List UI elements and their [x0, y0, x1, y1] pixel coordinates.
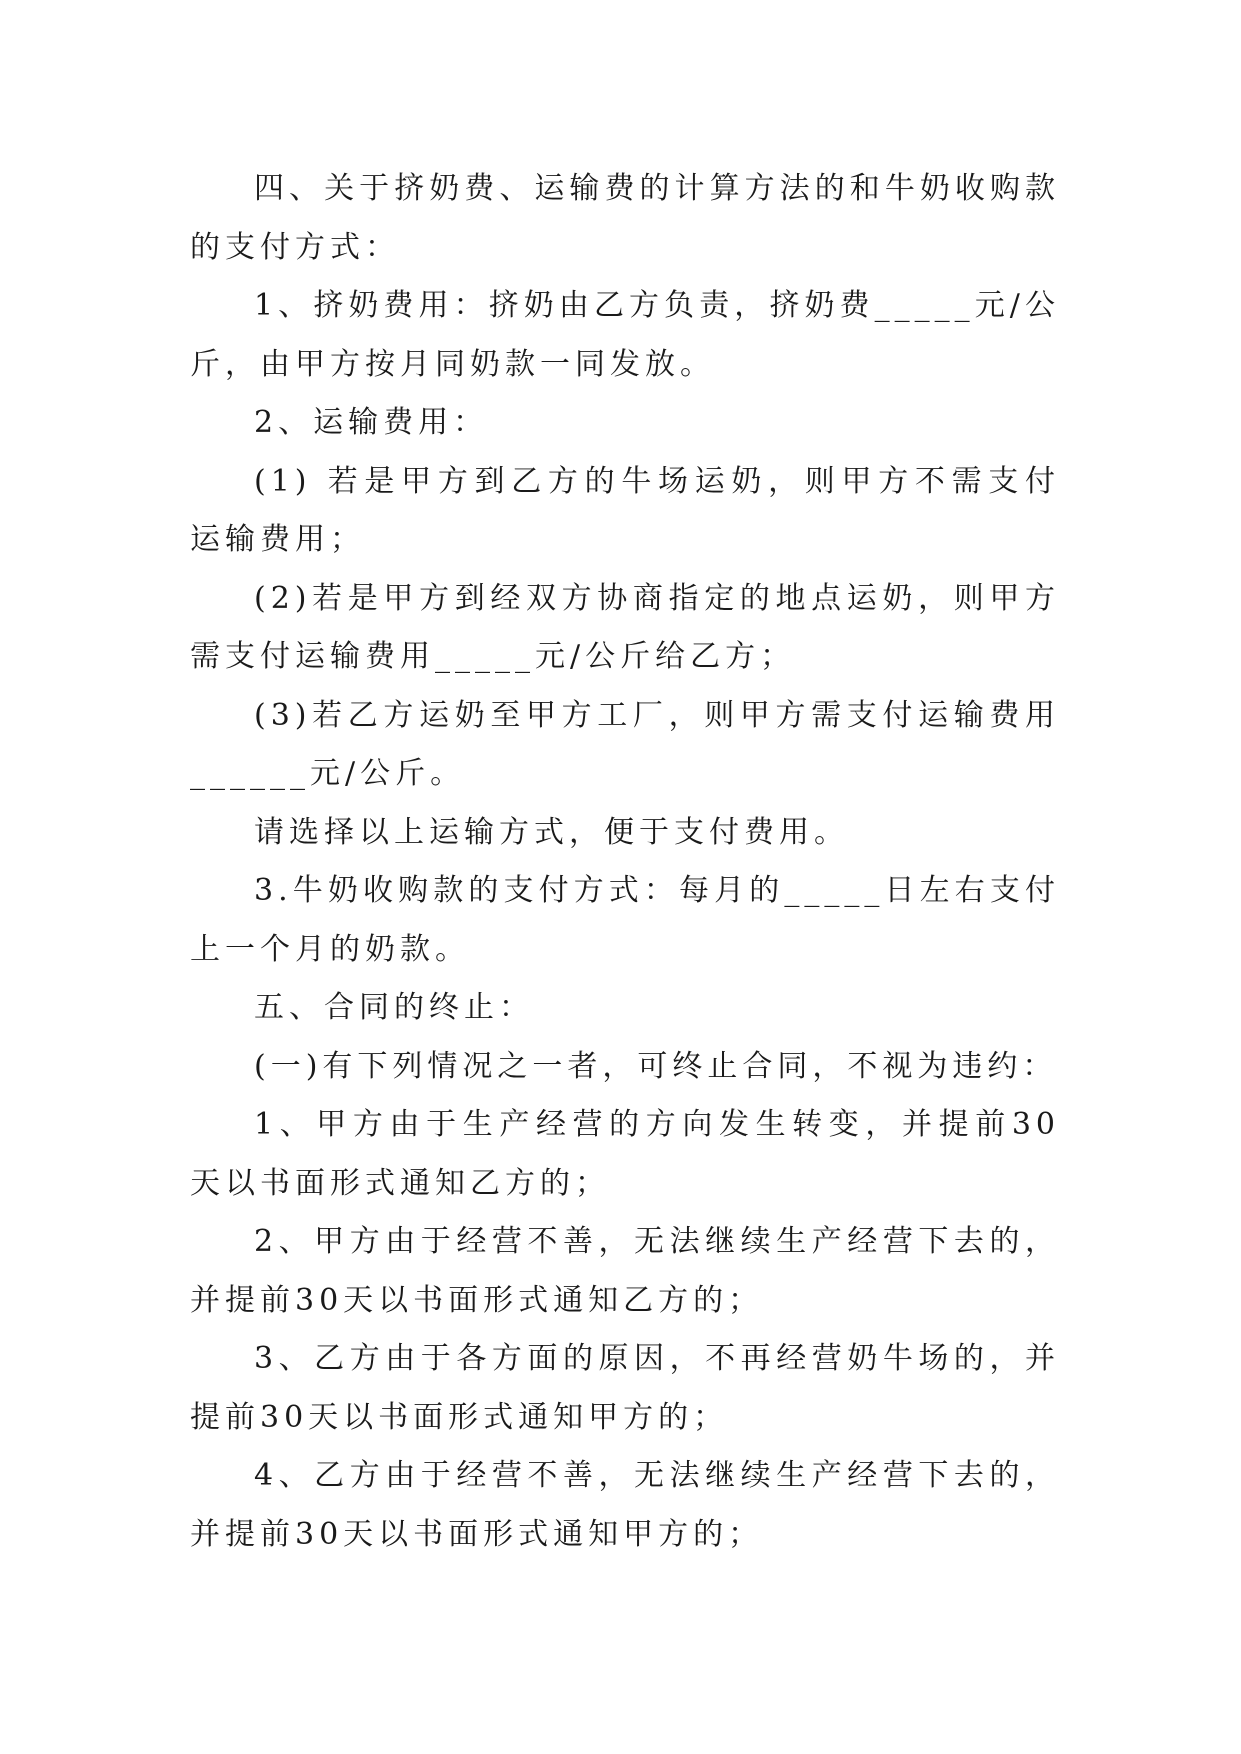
subclause-transport-3: (3)若乙方运奶至甲方工厂，则甲方需支付运输费用______元/公斤。	[190, 697, 1060, 791]
section-heading-payment: 四、关于挤奶费、运输费的计算方法的和牛奶收购款的支付方式：	[190, 171, 1060, 265]
section-heading-termination: 五、合同的终止：	[254, 990, 534, 1025]
subclause-transport-1: (1) 若是甲方到乙方的牛场运奶，则甲方不需支付运输费用；	[190, 463, 1060, 557]
termination-conditions-intro: (一)有下列情况之一者，可终止合同，不视为违约：	[254, 1048, 1058, 1084]
termination-condition-2: 2、甲方由于经营不善，无法继续生产经营下去的，并提前30天以书面形式通知乙方的；	[190, 1224, 1060, 1318]
clause-milking-fee: 1、挤奶费用：挤奶由乙方负责，挤奶费_____元/公斤，由甲方按月同奶款一同发放。	[190, 288, 1060, 382]
document-body	[190, 160, 1060, 1564]
termination-condition-3: 3、乙方由于各方面的原因，不再经营奶牛场的，并提前30天以书面形式通知甲方的；	[190, 1341, 1060, 1435]
termination-condition-1: 1、甲方由于生产经营的方向发生转变，并提前30天以书面形式通知乙方的；	[190, 1107, 1060, 1201]
clause-purchase-payment: 3.牛奶收购款的支付方式：每月的_____日左右支付上一个月的奶款。	[190, 873, 1060, 967]
subclause-transport-2: (2)若是甲方到经双方协商指定的地点运奶，则甲方需支付运输费用_____元/公斤给乙方；	[190, 580, 1060, 674]
clause-transport-fee: 2、运输费用：	[254, 405, 489, 440]
termination-condition-4: 4、乙方由于经营不善，无法继续生产经营下去的，并提前30天以书面形式通知甲方的；	[190, 1458, 1060, 1552]
transport-choice-note: 请选择以上运输方式，便于支付费用。	[254, 814, 849, 850]
